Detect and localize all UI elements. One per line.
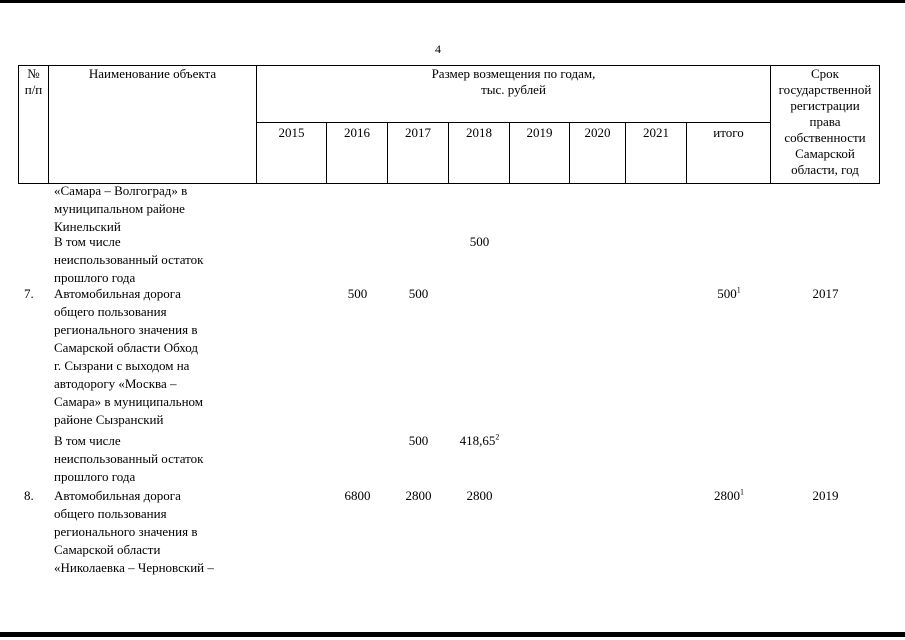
cont-sub-2018: 500	[469, 234, 490, 249]
cont-sub-desc: В том числе неиспользованный остаток прошлого года	[54, 234, 204, 285]
page-number: 4	[435, 42, 441, 56]
header-amount: Размер возмещения по годам, тыс. рублей	[257, 66, 771, 123]
row7-2017: 500	[408, 286, 429, 301]
header-year-2015: 2015	[257, 123, 327, 184]
header-year-2020: 2020	[570, 123, 626, 184]
row8-desc: Автомобильная дорога общего пользования регионального значения в Самарской области «Николаевка – Черновский –	[54, 488, 214, 575]
header-year-2021: 2021	[626, 123, 687, 184]
row8-term: 2019	[812, 488, 839, 503]
row7-sub-2018-footnote: 2	[495, 432, 500, 442]
header-year-2017: 2017	[388, 123, 449, 184]
row7-term: 2017	[812, 286, 839, 301]
bottom-rule	[0, 632, 905, 637]
row7-total: $500^1$	[717, 285, 741, 301]
header-num: № п/п	[19, 66, 49, 184]
header-year-2019: 2019	[510, 123, 570, 184]
header-year-2018: 2018	[449, 123, 510, 184]
header-total: итого	[687, 123, 771, 184]
row8-2018: 2800	[466, 488, 493, 503]
row7-sub-desc: В том числе неиспользованный остаток прошлого года	[54, 433, 204, 484]
row7-num: 7.	[24, 286, 34, 301]
row8-total-footnote: 1	[740, 487, 744, 497]
table-header	[18, 65, 880, 184]
header-term: Срок государственной регистрации права собственности Самарской области, год	[771, 66, 880, 184]
row7-sub-2018: 418,65$^2$	[459, 432, 500, 448]
row7-desc: Автомобильная дорога общего пользования регионального значения в Самарской области Обход г. Сызрани с выходом на автодорогу «Москва – Самара» в муниципальном районе Сызранский	[54, 286, 204, 427]
header-name: Наименование объекта	[49, 66, 257, 184]
cont-desc: «Самара – Волгоград» в муниципальном районе Кинельский	[54, 183, 188, 234]
top-rule	[0, 0, 905, 3]
row7-sub-2017: 500	[408, 433, 429, 448]
row7-2016: 500	[347, 286, 368, 301]
row8-total: 2800$^1$	[714, 487, 744, 503]
header-year-2016: 2016	[327, 123, 388, 184]
row8-2016: 6800	[344, 488, 371, 503]
row8-num: 8.	[24, 488, 34, 503]
row7-total-footnote: 1	[736, 285, 741, 295]
row8-2017: 2800	[405, 488, 432, 503]
